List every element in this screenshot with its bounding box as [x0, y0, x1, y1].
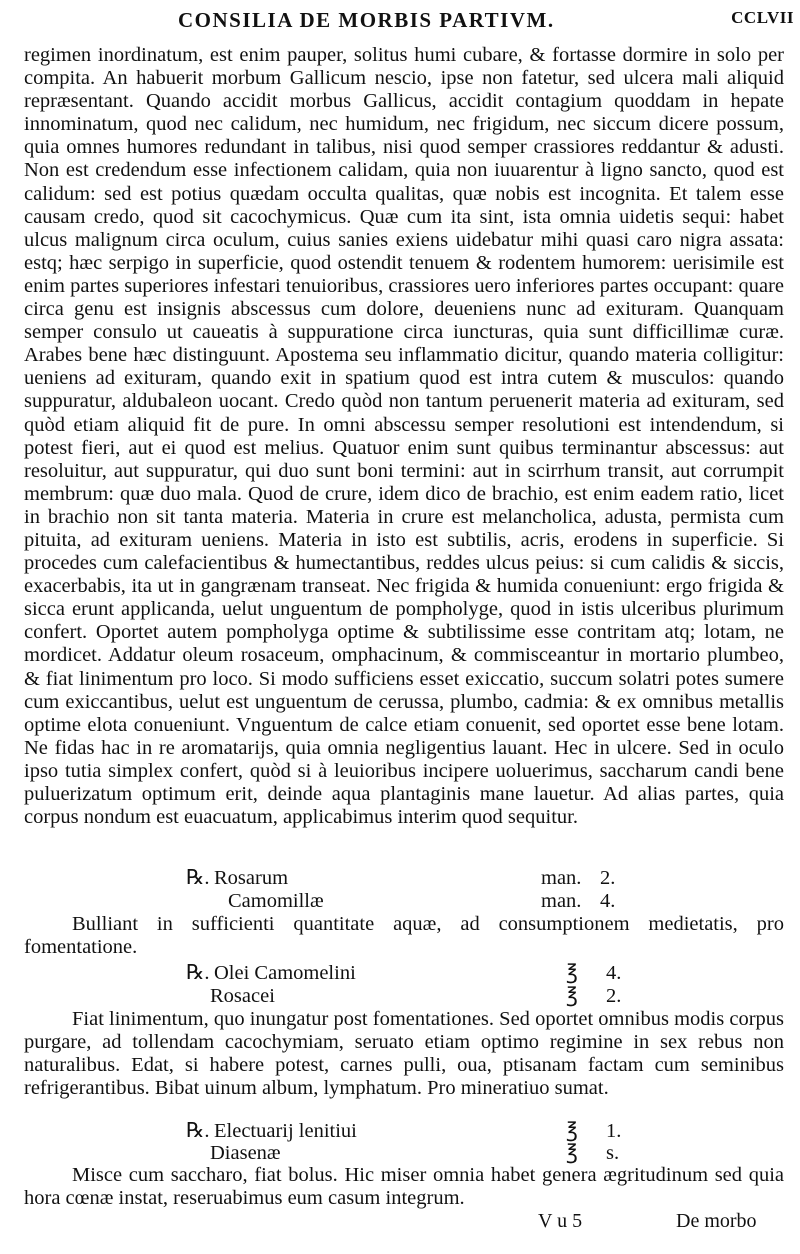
recipe-symbol: ℞.	[186, 962, 210, 984]
ingredient-amount: s.	[606, 1142, 620, 1164]
ingredient-unit: man.	[541, 890, 582, 912]
ingredient-amount: 4.	[600, 890, 616, 912]
recipe-symbol: ℞.	[186, 1120, 210, 1142]
catchword: De morbo	[676, 1210, 757, 1232]
ingredient-name: Olei Camomelini	[214, 962, 356, 984]
page-footer	[0, 1210, 800, 1238]
instruction-paragraph: Misce cum saccharo, fiat bolus. Hic miser omnia habet genera ægritudinum sed quia hora cœnæ instat, reseruabimus eum casum integrum.	[24, 1164, 784, 1209]
main-paragraph: regimen inordinatum, est enim pauper, solitus humi cubare, & fortasse dormire in solo per compita. An habuerit morbum Gallicum nescio, ipse non fatetur, sed ulcera mali aliquid repræsentant. Quando accidit morbus Gallicus, accidit contagium quoddam in hepate innominatum, quod nec calidum, nec humidum, nec frigidum, nec siccum dicere possum, quia omnes humores redundant in talibus, nisi quod semper crassiores reddantur & adusti. Non est credendum esse infectionem calidam, quia non iuuarentur à ligno sancto, quod est calidum: sed est potius quædam occulta qualitas, quæ nobis est incognita. Et talem esse causam credo, quod sit cacochymicus. Quæ cum ita sint, ista omnia uidetis sequi: habet ulcus malignum circa oculum, cuius sanies exiens uidebatur mihi quasi caro nigra assata: estq; hæc serpigo in superficie, quod ostendit tenuem & rodentem humorem: uerisimile est enim partes superiores infestari tenuioribus, crassiores uero inferiores partes occupant: quare circa genu est insignis abscessus cum dolore, deueniens nunc ad exituram. Quanquam semper consulo ut caueatis à suppuratione circa iuncturas, quia sunt difficillimæ curæ. Arabes bene hæc distinguunt. Apostema seu inflammatio dicitur, quando materia colligitur: ueniens ad exituram, quando exit in spatium quod est intra cutem & musculos: quando suppuratur, aldubaleon uocant. Credo quòd non tantum peruenerit materia ad exituram, sed quòd etiam aliquid fit de pure. In omni abscessu semper resolutioni est intendendum, si potest fieri, aut ei quod est melius. Quatuor enim sunt quibus terminantur abscessus: aut resoluitur, aut suppuratur, qui duo sunt boni termini: aut in scirrhum transit, aut corrumpit membrum: quæ duo mala. Quod de crure, idem dico de brachio, est enim eadem ratio, licet in brachio non sit tanta materia. Materia in crure est melancholica, adusta, permista cum pituita, ad exituram ueniens. Materia in isto est subtilis, acris, erodens in superficie. Si procedes cum calefacientibus & humectantibus, reddes ulcus peius: si cum calidis & siccis, exacerbabis, ita ut in gangrænam transeat. Nec frigida & humida conueniunt: ergo frigida & sicca erunt applicanda, uelut unguentum de pompholyge, quod in istis ulceribus plurimum confert. Oportet autem pompholyga optime & subtilissime esse contritam atq; lotam, ne mordicet. Addatur oleum rosaceum, omphacinum, & commisceantur in mortario plumbeo, & fiat linimentum pro loco. Si modo sufficiens esset exiccatio, succum solatri potes sumere cum exiccantibus, uelut est unguentum de cerussa, plumbo, cadmia: & ex omnibus metallis optime elota conueniunt. Vnguentum de calce etiam conuenit, sed oportet esse bene lotam. Ne fidas hac in re aromatarijs, quia omnia negligentius lauant. Hec in ulcere. Sed in oculo ipso tutia simplex confert, quòd si à leuioribus incipere uoluerimus, saccharum candi bene puluerizatum optimum erit, deinde aqua plantaginis mane lauetur. Ad alias partes, quia corpus nondum est euacuatum, applicabimus interim quod sequitur.	[24, 44, 784, 829]
instruction-paragraph: Fiat linimentum, quo inungatur post fomentationes. Sed oportet omnibus modis corpus purgare, ad tollendam cacochymiam, seruato etiam optimo regimine in sex rebus non naturalibus. Edat, si habere potest, carnes pulli, oua, ptisanam factam cum seminibus refrigerantibus. Bibat uinum album, lymphatum. Pro mineratiuo sumat.	[24, 1008, 784, 1099]
ingredient-name: Diasenæ	[210, 1142, 281, 1164]
ingredient-name: Rosarum	[214, 867, 289, 889]
recipe-symbol: ℞.	[186, 867, 210, 889]
ingredient-amount: 2.	[600, 867, 616, 889]
running-head	[0, 2, 800, 38]
signature-mark: V u 5	[538, 1210, 583, 1232]
folio-number: CCLVII	[731, 8, 794, 27]
ingredient-name: Electuarij lenitiui	[214, 1120, 357, 1142]
ingredient-name: Rosacei	[210, 985, 275, 1007]
running-title: CONSILIA DE MORBIS PARTIVM.	[178, 8, 555, 32]
ingredient-name: Camomillæ	[228, 890, 324, 912]
instruction-paragraph: Bulliant in sufficienti quantitate aquæ, ad consumptionem medietatis, pro fomentatione.	[24, 913, 784, 958]
ingredient-unit: man.	[541, 867, 582, 889]
ingredient-amount: 1.	[606, 1120, 622, 1142]
ingredient-unit: ℥	[566, 1142, 578, 1164]
ingredient-unit: ℥	[566, 985, 578, 1007]
ingredient-amount: 2.	[606, 985, 622, 1007]
ingredient-amount: 4.	[606, 962, 622, 984]
ingredient-unit: ℥	[566, 962, 578, 984]
ingredient-unit: ℥	[566, 1120, 578, 1142]
